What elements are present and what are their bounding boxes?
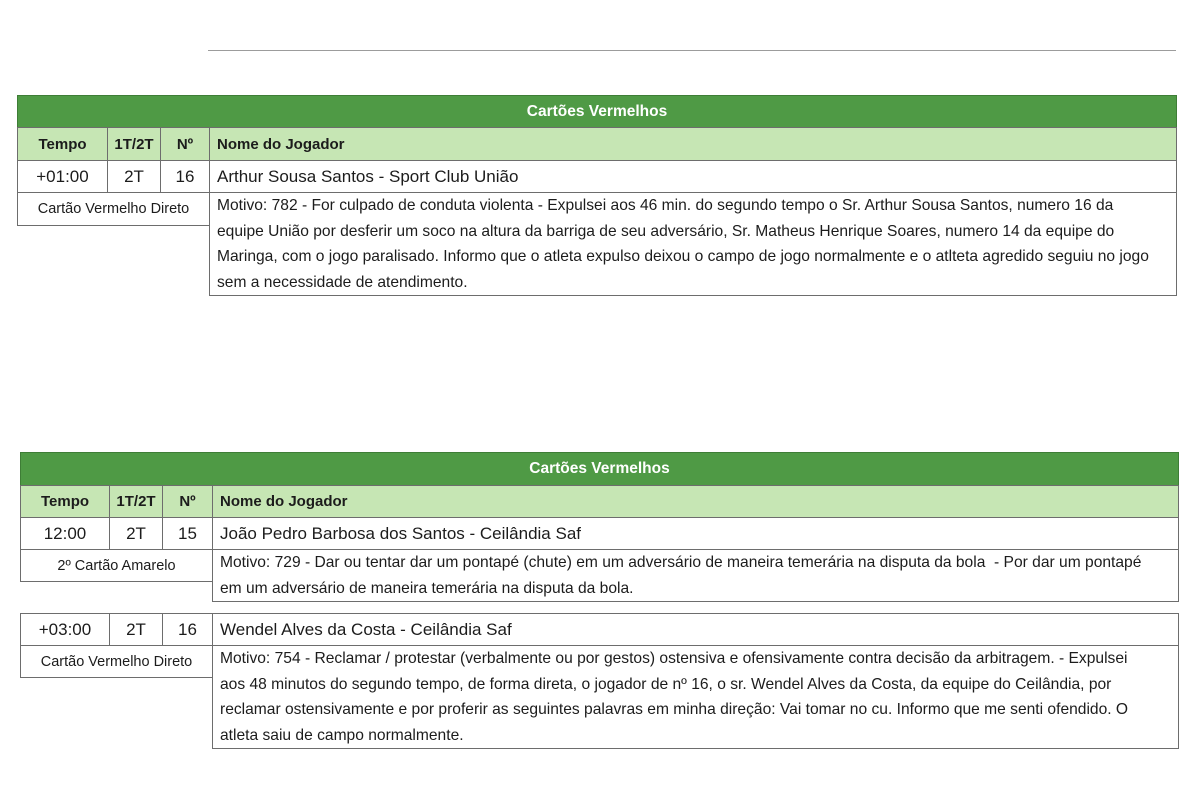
motivo-line: Motivo: 754 - Reclamar / protestar (verbalmente ou por gestos) ostensiva e ofensivamente contra decisão da arbitragem. - Expulsei	[220, 650, 1128, 667]
motivo-box	[212, 645, 1179, 749]
cell-periodo: 2T	[109, 613, 163, 646]
cell-player-name: Arthur Sousa Santos - Sport Club União	[209, 160, 1177, 193]
col-header-periodo: 1T/2T	[109, 485, 163, 518]
top-divider	[208, 50, 1176, 51]
cell-player-name: Wendel Alves da Costa - Ceilândia Saf	[212, 613, 1179, 646]
motivo-line: sem a necessidade de atendimento.	[217, 273, 468, 291]
col-header-nome: Nome do Jogador	[209, 127, 1177, 161]
motivo-line: aos 48 minutos do segundo tempo, de forma direta, o jogador de nº 16, o sr. Wendel Alves da Costa, da equipe do Ceilândia, por	[220, 675, 1112, 693]
cell-periodo: 2T	[109, 517, 163, 550]
col-header-numero: Nº	[162, 485, 213, 518]
cell-tempo: 12:00	[20, 517, 110, 550]
motivo-line: em um adversário de maneira temerária na disputa da bola.	[220, 579, 634, 597]
col-header-tempo: Tempo	[20, 485, 110, 518]
red-cards-title: Cartões Vermelhos	[20, 452, 1179, 486]
motivo-line: equipe União por desferir um soco na altura da barriga de seu adversário, Sr. Matheus Henrique Soares, numero 14 da equipe do	[217, 222, 1115, 240]
motivo-line: reclamar ostensivamente e por proferir as seguintes palavras em minha direção: Vai tomar no cu. Informo que me senti ofendido. O	[220, 701, 1129, 718]
card-type-label: Cartão Vermelho Direto	[20, 645, 213, 678]
motivo-line: Motivo: 782 - For culpado de conduta violenta - Expulsei aos 46 min. do segundo tempo o Sr. Arthur Sousa Santos, numero 16 da	[217, 197, 1114, 214]
card-type-label: Cartão Vermelho Direto	[17, 192, 210, 226]
motivo-line: atleta saiu de campo normalmente.	[220, 726, 464, 744]
cell-numero: 16	[162, 613, 213, 646]
card-type-label: 2º Cartão Amarelo	[20, 549, 213, 582]
cell-periodo: 2T	[107, 160, 161, 193]
motivo-line: Maringa, com o jogo paralisado. Informo que o atleta expulso deixou o campo de jogo normalmente e o atlteta agredido seguiu no jogo	[217, 248, 1149, 265]
cell-player-name: João Pedro Barbosa dos Santos - Ceilândia Saf	[212, 517, 1179, 550]
cell-numero: 15	[162, 517, 213, 550]
red-cards-title: Cartões Vermelhos	[17, 95, 1177, 128]
col-header-periodo: 1T/2T	[107, 127, 161, 161]
col-header-nome: Nome do Jogador	[212, 485, 1179, 518]
col-header-numero: Nº	[160, 127, 210, 161]
col-header-tempo: Tempo	[17, 127, 108, 161]
cell-numero: 16	[160, 160, 210, 193]
cell-tempo: +03:00	[20, 613, 110, 646]
cell-tempo: +01:00	[17, 160, 108, 193]
motivo-line: Motivo: 729 - Dar ou tentar dar um pontapé (chute) em um adversário de maneira temerária na disputa da bola - Por dar um pontapé	[220, 554, 1142, 571]
motivo-box	[212, 549, 1179, 602]
motivo-box	[209, 192, 1177, 296]
